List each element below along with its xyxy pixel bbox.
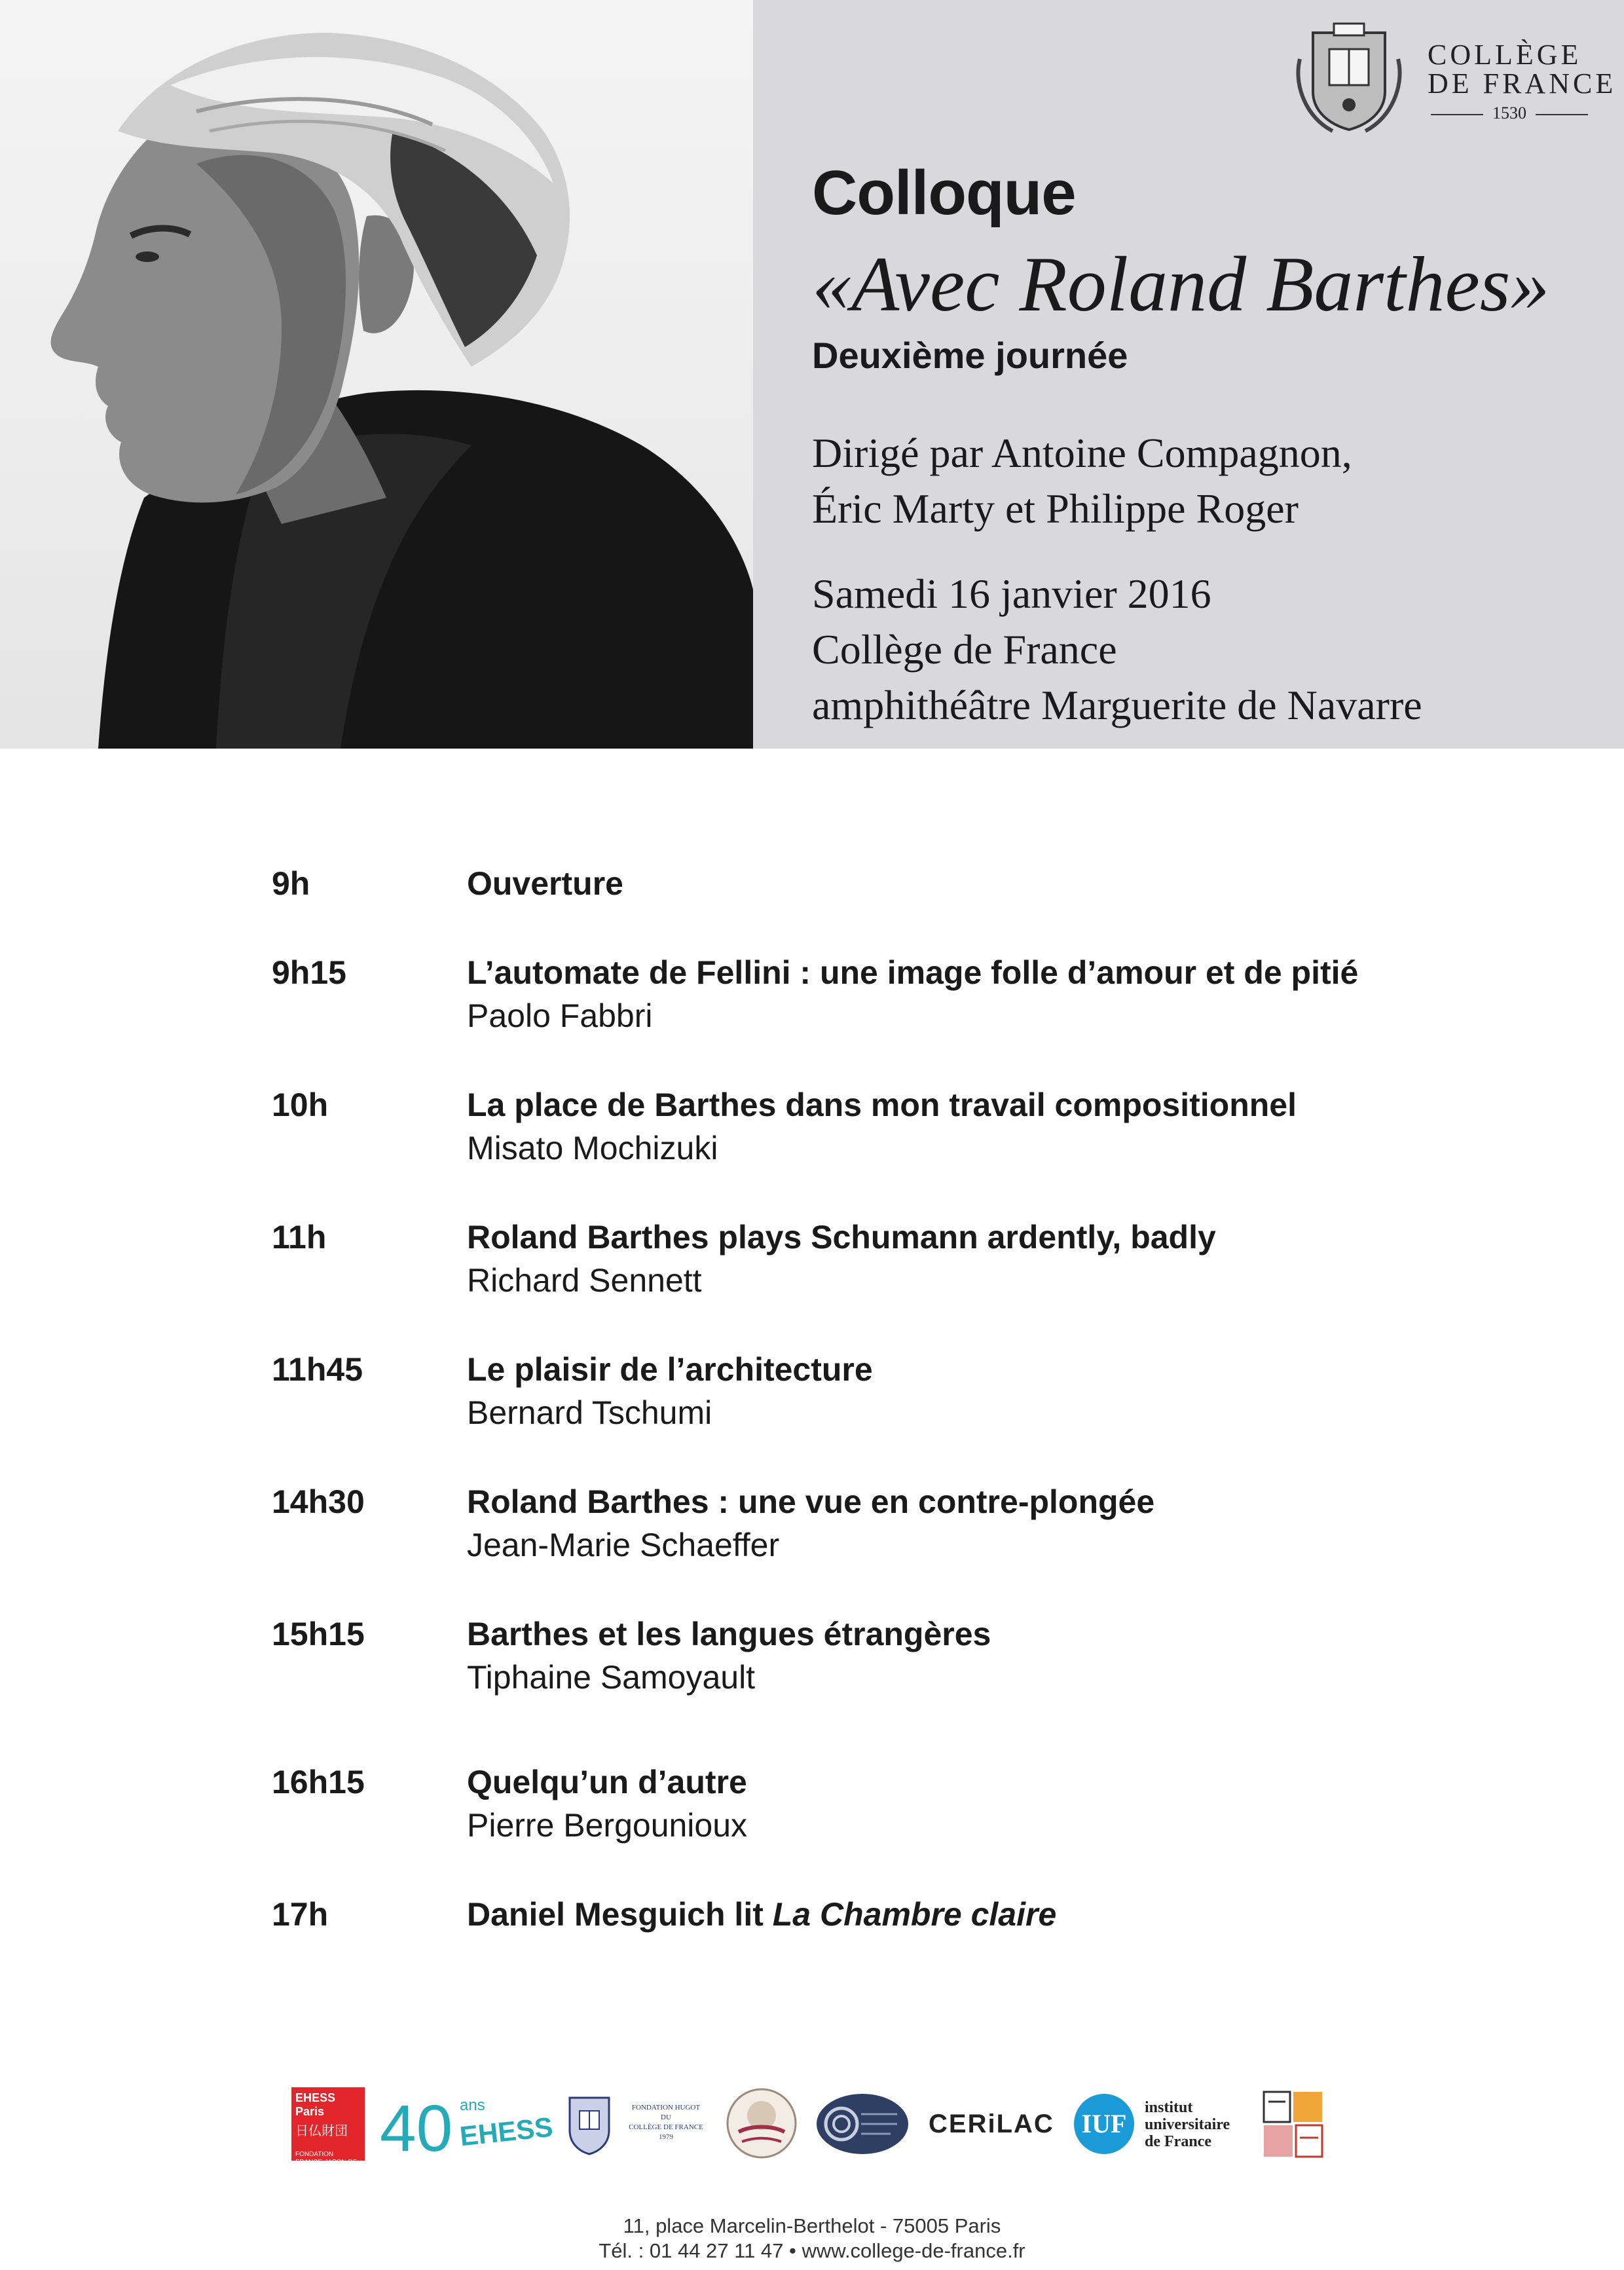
- ehess-paris-text: EHESS Paris: [295, 2091, 336, 2118]
- slot-speaker: Paolo Fabbri: [467, 997, 653, 1034]
- iuf-line1: institut: [1145, 2099, 1193, 2116]
- institution-name-line1: COLLÈGE: [1428, 39, 1582, 71]
- event-venue: Collège de France: [812, 626, 1117, 673]
- partner-logos: [0, 2079, 1624, 2174]
- slot-speaker: Tiphaine Samoyault: [467, 1659, 756, 1696]
- slot-time: 16h15: [272, 1764, 365, 1800]
- event-subtitle: Deuxième journée: [812, 335, 1128, 376]
- ehess-40-ans-logo: [380, 2085, 555, 2165]
- slot-time: 11h: [272, 1219, 327, 1256]
- portrait-photo: [0, 0, 753, 749]
- slot-speaker: Jean-Marie Schaeffer: [467, 1527, 780, 1563]
- slot-talk: [467, 1895, 1056, 1933]
- slot-talk: La place de Barthes dans mon travail compositionnel: [467, 1087, 1297, 1123]
- slot-time: 10h: [272, 1087, 329, 1123]
- event-room: amphithéâtre Marguerite de Navarre: [812, 682, 1422, 728]
- slot-time: 15h15: [272, 1616, 365, 1652]
- ehess-fondation-logo: [291, 2087, 365, 2174]
- slot-time: 11h45: [272, 1351, 363, 1388]
- slot-talk: L’automate de Fellini : une image folle d’amour et de pitié: [467, 954, 1359, 991]
- hugot-line3: COLLÈGE DE FRANCE: [629, 2123, 703, 2131]
- institution-year: 1530: [1428, 103, 1591, 123]
- footer-contact: Tél. : 01 44 27 11 47 • www.college-de-france.fr: [599, 2239, 1025, 2262]
- iuf-initials: IUF: [1074, 2094, 1134, 2154]
- slot-talk: Ouverture: [467, 865, 623, 902]
- slot-speaker: Misato Mochizuki: [467, 1130, 718, 1166]
- hugot-line4: 1979: [659, 2133, 673, 2141]
- slot-speaker: Pierre Bergounioux: [467, 1807, 748, 1844]
- transfers-mark-icon: [1261, 2089, 1326, 2161]
- slot-talk-text: Daniel Mesguich lit: [467, 1896, 773, 1933]
- hugot-line2: DU: [661, 2113, 671, 2121]
- iuf-logo: [1074, 2091, 1264, 2157]
- transfers-logo: [1261, 2089, 1326, 2161]
- directed-by-line2: Éric Marty et Philippe Roger: [812, 485, 1299, 532]
- event-date: Samedi 16 janvier 2016: [812, 570, 1211, 617]
- book-title: La Chambre claire: [772, 1896, 1057, 1933]
- fondation-hugot-logo: [563, 2091, 707, 2157]
- event-kind: Colloque: [812, 158, 1076, 228]
- hugot-line1: FONDATION HUGOT: [631, 2104, 701, 2112]
- iuf-line3: de France: [1145, 2133, 1211, 2150]
- hugot-crest-icon: [563, 2091, 616, 2157]
- header-band: [0, 0, 1624, 749]
- slot-talk: Roland Barthes : une vue en contre-plongée: [467, 1483, 1155, 1520]
- slot-speaker: Bernard Tschumi: [467, 1394, 712, 1431]
- iuf-line2: universitaire: [1145, 2116, 1230, 2133]
- college-de-france-logo: [1293, 20, 1617, 134]
- ehess-fondation-text: FONDATION FRANCE-JAPON DE L'EHESS: [295, 2151, 358, 2174]
- cerilac-logo: CERiLAC: [929, 2110, 1054, 2138]
- centre-de-recherches-logo: [815, 2091, 910, 2157]
- forty-ehess: EHESS: [458, 2111, 555, 2152]
- slot-talk: Barthes et les langues étrangères: [467, 1616, 991, 1652]
- directed-by-line1: Dirigé par Antoine Compagnon,: [812, 430, 1352, 476]
- slot-time: 17h: [272, 1896, 329, 1933]
- slot-talk: Le plaisir de l’architecture: [467, 1351, 873, 1388]
- slot-speaker: Richard Sennett: [467, 1262, 702, 1299]
- portrait-silhouette: [0, 0, 753, 749]
- slot-time: 14h30: [272, 1483, 365, 1520]
- iuf-name: [1145, 2099, 1230, 2150]
- slot-talk: Roland Barthes plays Schumann ardently, badly: [467, 1219, 1216, 1256]
- slot-talk: Quelqu’un d’autre: [467, 1764, 747, 1800]
- ehess-cjk-text: 日仏財団: [295, 2124, 348, 2138]
- republique-seal-icon: [726, 2086, 798, 2161]
- footer-address: 11, place Marcelin-Berthelot - 75005 Paris: [623, 2214, 1001, 2237]
- institution-name-line2: DE FRANCE: [1428, 67, 1617, 100]
- crest-icon: [1293, 20, 1405, 134]
- slot-time: 9h15: [272, 954, 346, 991]
- footer: [0, 2214, 1624, 2263]
- forty-number: 40: [380, 2092, 453, 2165]
- centre-oval-icon: [815, 2091, 910, 2157]
- event-title: «Avec Roland Barthes»: [812, 240, 1550, 327]
- republique-des-savoirs-logo: [726, 2086, 798, 2161]
- slot-time: 9h: [272, 865, 310, 902]
- forty-ans: ans: [460, 2096, 485, 2114]
- hugot-text: [623, 2103, 709, 2142]
